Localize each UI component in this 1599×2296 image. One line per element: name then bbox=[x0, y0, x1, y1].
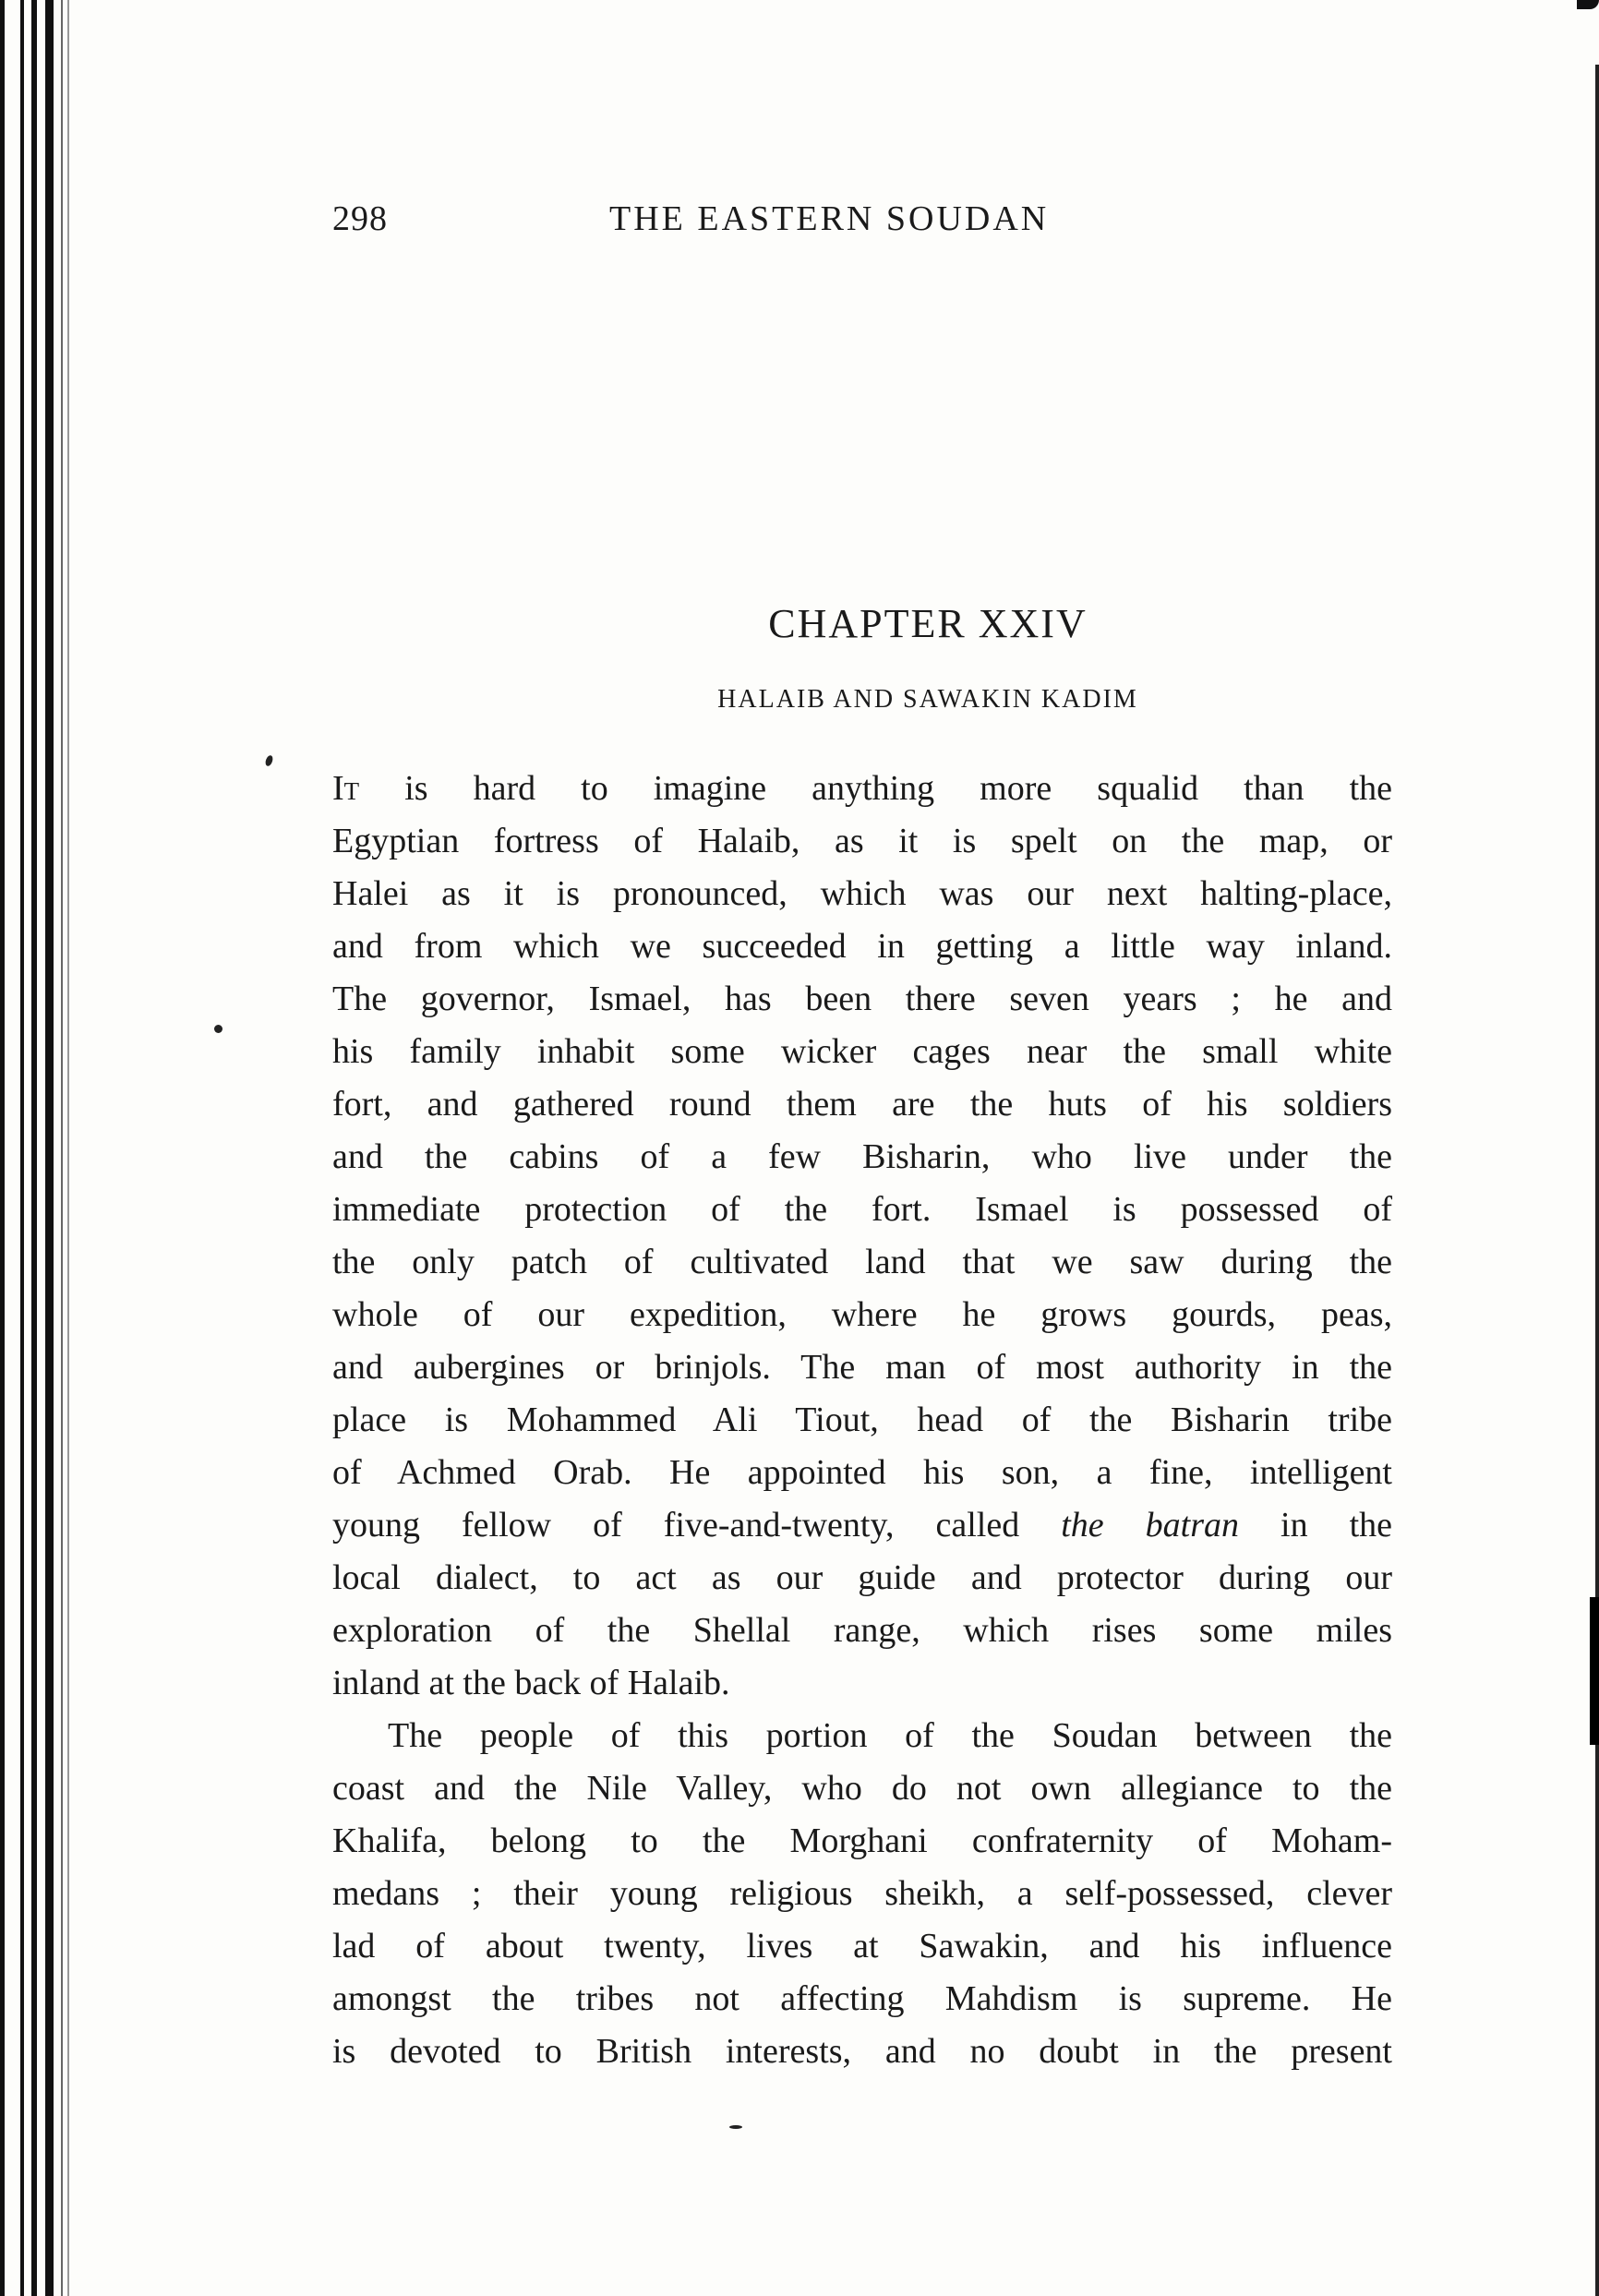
line-text: young fellow of five-and-twenty, called bbox=[332, 1506, 1062, 1545]
text-line: amongst the tribes not affecting Mahdism is supreme. He bbox=[332, 1979, 1392, 2018]
text-line: fort, and gathered round them are the huts of his soldiers bbox=[332, 1085, 1392, 1124]
text-line: Khalifa, belong to the Morghani confraternity of Moham- bbox=[332, 1821, 1392, 1860]
binding-line bbox=[45, 0, 54, 2296]
body-text bbox=[332, 763, 1392, 2078]
page-number: 298 bbox=[332, 199, 388, 238]
text-line: medans ; their young religious sheikh, a self-possessed, clever bbox=[332, 1874, 1392, 1913]
paragraph-2 bbox=[332, 1710, 1392, 2078]
chapter-title: CHAPTER XXIV bbox=[768, 601, 1088, 646]
binding-line bbox=[31, 0, 37, 2296]
text-line: of Achmed Orab. He appointed his son, a fine, intelligent bbox=[332, 1453, 1392, 1492]
text-line bbox=[332, 1499, 1392, 1552]
scan-corner-mark bbox=[1577, 0, 1599, 9]
text-line: local dialect, to act as our guide and protector during our bbox=[332, 1558, 1392, 1597]
text-line: is devoted to British interests, and no doubt in the present bbox=[332, 2032, 1392, 2071]
running-head bbox=[332, 198, 1394, 254]
text-line: whole of our expedition, where he grows gourds, peas, bbox=[332, 1295, 1392, 1334]
text-line: and the cabins of a few Bisharin, who live under the bbox=[332, 1137, 1392, 1176]
text-line: immediate protection of the fort. Ismael is possessed of bbox=[332, 1190, 1392, 1229]
text-line: place is Mohammed Ali Tiout, head of the Bisharin tribe bbox=[332, 1400, 1392, 1439]
text-line: Halei as it is pronounced, which was our next halting-place, bbox=[332, 874, 1392, 913]
chapter-subtitle: HALAIB AND SAWAKIN KADIM bbox=[717, 685, 1138, 714]
text-line: coast and the Nile Valley, who do not own allegiance to the bbox=[332, 1769, 1392, 1808]
text-line: lad of about twenty, lives at Sawakin, and his influence bbox=[332, 1927, 1392, 1965]
text-line bbox=[332, 763, 1392, 815]
text-line: and from which we succeeded in getting a little way inland. bbox=[332, 927, 1392, 966]
running-title: THE EASTERN SOUDAN bbox=[609, 199, 1050, 238]
text-line: The governor, Ismael, has been there seven years ; he and bbox=[332, 980, 1392, 1018]
text-line: Egyptian fortress of Halaib, as it is spelt on the map, or bbox=[332, 822, 1392, 860]
ink-speck bbox=[214, 1025, 222, 1033]
line-text: is hard to imagine anything more squalid than the bbox=[359, 769, 1392, 808]
text-line: his family inhabit some wicker cages near the small white bbox=[332, 1032, 1392, 1071]
ink-speck bbox=[264, 754, 274, 767]
line-text: in the bbox=[1239, 1506, 1393, 1545]
text-line: and aubergines or brinjols. The man of most authority in the bbox=[332, 1348, 1392, 1387]
italic-term: the batran bbox=[1061, 1506, 1239, 1545]
page-right-edge bbox=[1595, 65, 1599, 2296]
text-line: exploration of the Shellal range, which rises some miles bbox=[332, 1611, 1392, 1650]
dropcap-word: It bbox=[332, 769, 360, 808]
binding-line bbox=[61, 0, 63, 2296]
ink-speck bbox=[729, 2125, 742, 2129]
binding-line bbox=[0, 0, 5, 2296]
text-line: The people of this portion of the Soudan between the bbox=[388, 1716, 1392, 1755]
text-line: the only patch of cultivated land that we saw during the bbox=[332, 1243, 1392, 1281]
binding-line bbox=[20, 0, 24, 2296]
binding-line bbox=[67, 0, 69, 2296]
page-right-edge-shadow bbox=[1590, 1597, 1599, 1745]
text-line: inland at the back of Halaib. bbox=[332, 1664, 730, 1702]
scan-binding-edge bbox=[0, 0, 74, 2296]
paragraph-1 bbox=[332, 763, 1392, 1710]
